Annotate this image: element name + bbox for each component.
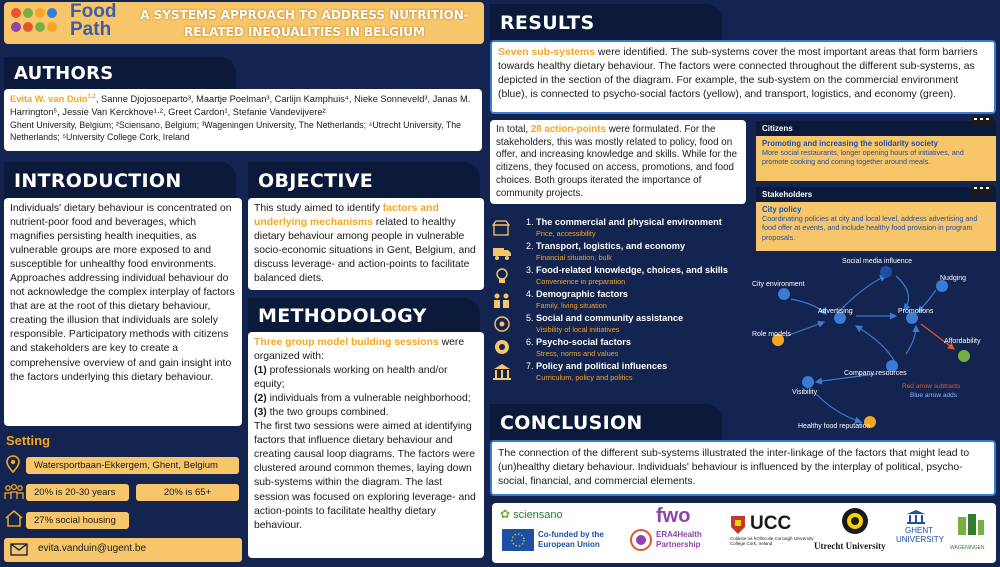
subsystem-num: 5.	[526, 313, 534, 323]
people-icon	[4, 483, 24, 506]
utrecht-seal-icon	[841, 507, 869, 540]
node-affordability	[958, 350, 970, 362]
envelope-icon	[10, 543, 28, 561]
methodology-highlight: Three group model building sessions	[254, 337, 439, 348]
conclusion-text: The connection of the different sub-systems illustrated the inter-linkage of the factors that might lead to (un)healthy dietary behaviour. Individuals' behaviour is influenced by the interplay of political, psycho-social, financial, and commercial elements.	[490, 440, 996, 496]
subsystem-num: 3.	[526, 265, 534, 275]
edge	[856, 326, 896, 364]
subsystem-num: 2.	[526, 241, 534, 251]
author-list: , Sanne Djojosoeparto³, Maartje Poelman³, Carlijn Kamphuis⁴, Nieke Sonneveld³, Janas M. Harrington⁵, Jessie Van Kerckhove¹·², Greet Cardon¹, Stefanie Vandevijvere²	[10, 94, 471, 118]
citizens-card	[756, 121, 996, 181]
edge	[906, 326, 916, 354]
film-strip-icon	[972, 182, 994, 200]
shop-icon	[492, 219, 510, 242]
truck-icon	[492, 243, 512, 266]
authors-header: AUTHORS	[4, 57, 236, 89]
introduction-header: INTRODUCTION	[4, 162, 236, 198]
objective-box	[248, 198, 484, 290]
node-label-city-environment: City environment	[752, 281, 805, 288]
objective-header: OBJECTIVE	[248, 162, 480, 198]
logo-strip	[492, 503, 996, 563]
subsystem-title: Demographic factors	[536, 289, 628, 299]
objective-post: related to healthy dietary behaviour among people in vulnerable socio-economic situations in Gent, Belgium, and discuss leverage- and action-points to facilitate balanced diets.	[254, 217, 476, 285]
era-label: ERA4Health Partnership	[656, 530, 702, 549]
objective-highlight: factors and underlying mechanisms	[254, 203, 439, 229]
head-icon	[492, 339, 512, 362]
results-header: RESULTS	[490, 4, 722, 40]
results-text-1: were identified. The sub-systems cover the most important areas that form barriers towards healthy dietary behaviour. The factors were connected throughout the different sub-systems, as depicted in the section of the diagram. For example, the sub-system on the commercial environment (blue), is connected to psycho-social factors (yellow), and transport, logistics, and economy (green).	[498, 47, 978, 101]
affiliations: Ghent University, Belgium; ²Sciensano, Belgium; ³Wageningen University, The Netherlands; ⁴Utrecht University, The Netherlands; ⁵University College Cork, Ireland	[10, 120, 461, 143]
sciensano-logo: ✿ sciensano	[500, 507, 563, 521]
page-title: A SYSTEMS APPROACH TO ADDRESS NUTRITION-RELATED INEQUALITIES IN BELGIUM	[140, 8, 469, 39]
lead-author-sup: 1,2	[87, 94, 96, 100]
subsystem-desc: Financial situation, bulk	[536, 253, 612, 262]
eu-flag-icon	[502, 529, 534, 551]
subsystem-desc: Price, accessibility	[536, 229, 596, 238]
edge	[896, 276, 909, 310]
wur-logo-icon	[956, 513, 986, 544]
subsystem-desc: Visibility of local initiatives	[536, 325, 620, 334]
subsystem-item	[492, 241, 732, 263]
setting-location: Watersportbaan-Ekkergem, Ghent, Belgium	[26, 457, 239, 474]
subsystem-num: 4.	[526, 289, 534, 299]
node-label-role-models: Role models	[752, 331, 791, 338]
sciensano-label: sciensano	[513, 509, 563, 521]
subsystem-title: Psycho-social factors	[536, 337, 631, 347]
edge	[816, 394, 861, 422]
edge	[786, 322, 824, 336]
ucc-logo: UCC	[750, 513, 792, 534]
stakeholders-text: Coordinating policies at city and local level, address advertising and food offer at events, and include healthy food provision in program proposals.	[762, 214, 978, 242]
era-icon	[630, 529, 652, 556]
results-highlight-2: 28 action-points	[530, 124, 606, 135]
methodology-rest: The first two sessions were aimed at identifying factors that influence dietary behaviour and creating causal loop diagrams. The factors were clustered around common themes, laying down sub-systems within the diagram. The last session was focused on exploring leverage- and action-points to facilitate healthy dietary behaviour.	[254, 421, 476, 531]
results-text-2-post: were formulated. For the stakeholders, this was mostly related to policy, food on offer, and increasing knowledge and skills. While for the citizens, they focused on access, promotions, and food choices. Both groups iterated the importance of community projects.	[496, 124, 738, 199]
subsystem-desc: Stress, norms and values	[536, 349, 619, 358]
location-pin-icon	[6, 455, 20, 478]
subsystem-desc: Convenience in preparation	[536, 277, 626, 286]
legend-blue: Blue arrow adds	[910, 392, 957, 399]
subsystem-title: The commercial and physical environment	[536, 217, 722, 227]
family-icon	[492, 291, 512, 314]
node-visibility	[802, 376, 814, 388]
subsystem-num: 7.	[526, 361, 534, 371]
node-social-media	[880, 266, 892, 278]
node-label-social-media: Social media influence	[842, 258, 913, 265]
method-item3-num: (3)	[254, 407, 267, 419]
legend-red: Red arrow subtracts	[902, 383, 961, 390]
method-item3: the two groups combined.	[266, 407, 389, 419]
method-item2-num: (2)	[254, 393, 267, 405]
community-icon	[492, 315, 512, 338]
fwo-logo: fwo	[656, 505, 691, 527]
subsystem-title: Policy and political influences	[536, 361, 668, 371]
results-box-1	[490, 40, 996, 114]
results-box-2	[490, 120, 746, 204]
authors-box	[4, 89, 482, 151]
logo-line2: Path	[70, 19, 112, 40]
foodpath-logo	[8, 1, 128, 43]
node-label-nudging: Nudging	[940, 275, 967, 282]
subsystem-title: Food-related knowledge, choices, and skills	[536, 265, 728, 275]
film-strip-icon	[972, 113, 994, 131]
wur-label: WAGENINGEN	[950, 545, 985, 551]
node-label-company: Company resources	[844, 370, 907, 377]
node-label-advertising: Advertising	[818, 308, 853, 315]
subsystem-title: Social and community assistance	[536, 313, 684, 323]
citizens-body	[756, 136, 996, 181]
results-text-2-pre: In total,	[496, 124, 531, 135]
stakeholders-title: City policy	[762, 205, 802, 214]
methodology-box	[248, 332, 484, 558]
node-label-affordability: Affordability	[944, 338, 981, 345]
subsystem-num: 6.	[526, 337, 534, 347]
lightbulb-icon	[494, 267, 510, 290]
node-city-environment	[778, 288, 790, 300]
method-item1: professionals working on health and/or equity;	[254, 365, 448, 391]
food-logo-icon	[8, 5, 62, 41]
method-item1-num: (1)	[254, 365, 267, 377]
email-row	[4, 538, 242, 562]
setting-housing: 27% social housing	[26, 512, 129, 529]
subsystem-title: Transport, logistics, and economy	[536, 241, 686, 251]
utrecht-label: Utrecht University	[814, 541, 886, 551]
subsystem-list	[492, 217, 742, 387]
title-banner	[4, 2, 484, 44]
edge	[921, 324, 954, 349]
subsystem-item	[492, 217, 732, 239]
subsystem-item	[492, 361, 732, 383]
ucc-sub: Coláiste na hOllscoile Corcaigh University College Cork, Ireland	[730, 536, 814, 547]
node-label-visibility: Visibility	[792, 389, 818, 396]
subsystem-item	[492, 289, 732, 311]
building-icon	[492, 363, 512, 386]
subsystem-desc: Family, living situation	[536, 301, 607, 310]
methodology-intro: were organized with:	[254, 337, 465, 363]
house-icon	[4, 509, 24, 532]
subsystem-item	[492, 337, 732, 359]
subsystem-item	[492, 265, 732, 287]
email-link[interactable]: evita.vanduin@ugent.be	[38, 543, 147, 554]
node-label-healthy-food: Healthy food reputation	[798, 423, 871, 430]
setting-age-young: 20% is 20-30 years	[26, 484, 129, 501]
subsystem-num: 1.	[526, 217, 534, 227]
eu-label: Co-funded by the European Union	[538, 530, 604, 549]
setting-age-old: 20% is 65+	[136, 484, 239, 501]
citizens-title: Promoting and increasing the solidarity society	[762, 139, 938, 148]
citizens-text: More social restaurants, longer opening hours of initiatives, and promote cooking and coming together around meals.	[762, 148, 964, 167]
conclusion-header: CONCLUSION	[490, 404, 722, 440]
citizens-header: Citizens	[756, 121, 996, 136]
results-highlight-1: Seven sub-systems	[498, 47, 596, 58]
lead-author: Evita W. van Duin	[10, 94, 88, 105]
introduction-text: Individuals' dietary behaviour is concentrated on nutrient-poor food and beverages, which magnifies persisting health inequities, as vulnerable groups are more exposed to and susceptible for unhealthy food environments. Approaches addressing individual behaviour do not acknowledge the complex interplay of factors that are at the root of this dietary behaviour, creating the illusion that individuals are solely responsible. Participatory methods with citizens and stakeholders are key to create a comprehensive overview of and gain insight into the factors underlying this dietary behaviour.	[4, 198, 242, 426]
logo-line1: Food	[70, 1, 117, 22]
method-item2: individuals from a vulnerable neighborhood;	[266, 393, 471, 405]
subsystem-desc: Curriculum, policy and politics	[536, 373, 633, 382]
stakeholders-body	[756, 202, 996, 251]
stakeholders-card	[756, 187, 996, 251]
objective-pre: This study aimed to identify	[254, 203, 383, 214]
setting-header: Setting	[6, 433, 51, 448]
stakeholders-header: Stakeholders	[756, 187, 996, 202]
subsystem-item	[492, 313, 732, 335]
methodology-header: METHODOLOGY	[248, 298, 480, 332]
ghent-label: GHENT UNIVERSITY	[896, 526, 945, 544]
node-label-promotions: Promotions	[898, 308, 934, 315]
